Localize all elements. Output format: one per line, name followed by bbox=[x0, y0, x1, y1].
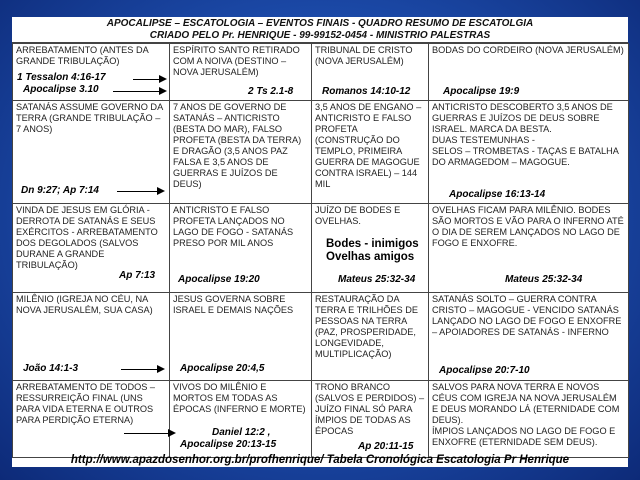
cell bbox=[170, 381, 312, 458]
cell-text: VINDA DE JESUS EM GLÓRIA - DERROTA DE SATANÁS E SEUS EXÉRCITOS - ARREBATAMENTO DOS DEGOLADOS (SALVOS DURANE A GRANDE TRIBULAÇÃO) bbox=[16, 205, 158, 270]
cell bbox=[170, 204, 312, 293]
cell-text: SATANÁS SOLTO – GUERRA CONTRA CRISTO – MAGOGUE - VENCIDO SATANÁS LANÇADO NO LAGO DE FOGO E ENXOFRE – APOIADORES DE SATANÁS - INFERNO bbox=[432, 294, 622, 337]
table-row bbox=[13, 381, 629, 458]
cell bbox=[429, 204, 629, 293]
table-row bbox=[13, 204, 629, 293]
bible-reference: Apocalipse 19:9 bbox=[443, 86, 520, 97]
cell-text: JUÍZO DE BODES E OVELHAS. bbox=[315, 205, 401, 226]
table-row bbox=[13, 101, 629, 204]
cell-text: SATANÁS ASSUME GOVERNO DA TERRA (GRANDE TRIBULAÇÃO – 7 ANOS) bbox=[16, 102, 163, 134]
annotation: Bodes - inimigos bbox=[326, 238, 419, 250]
cell bbox=[13, 381, 170, 458]
bible-reference: Dn 9:27; Ap 7:14 bbox=[21, 185, 99, 196]
cell bbox=[312, 101, 429, 204]
cell bbox=[429, 101, 629, 204]
bible-reference: Apocalipse 20:13-15 bbox=[180, 439, 277, 450]
bible-reference: Ap 20:11-15 bbox=[358, 441, 414, 452]
table-header bbox=[12, 17, 628, 43]
cell-text: VIVOS DO MILÊNIO E MORTOS EM TODAS AS ÉPOCAS (INFERNO E MORTE) bbox=[173, 382, 306, 414]
arrow-right-icon bbox=[133, 79, 165, 80]
cell bbox=[312, 44, 429, 101]
cell bbox=[170, 101, 312, 204]
cell bbox=[429, 44, 629, 101]
cell-text: 7 ANOS DE GOVERNO DE SATANÁS – ANTICRISTO (BESTA DO MAR), FALSO PROFETA (BESTA DA TERRA) E DRAGÃO (3,5 ANOS PAZ FALSA E 3,5 ANOS DE GUERRAS E JUÍZOS DE DEUS) bbox=[173, 102, 302, 189]
bible-reference: Daniel 12:2 , bbox=[212, 427, 271, 438]
bible-reference: Mateus 25:32-34 bbox=[338, 274, 416, 285]
arrow-right-icon bbox=[117, 191, 163, 192]
bible-reference: Mateus 25:32-34 bbox=[505, 274, 583, 285]
cell-text: JESUS GOVERNA SOBRE ISRAEL E DEMAIS NAÇÕES bbox=[173, 294, 294, 315]
header-title: APOCALIPSE – ESCATOLOGIA – EVENTOS FINAIS - QUADRO RESUMO DE ESCATOLGIA bbox=[106, 18, 534, 29]
cell bbox=[312, 204, 429, 293]
eschatology-table bbox=[12, 43, 629, 458]
source-footer: http://www.apazdosenhor.org.br/profhenrique/ Tabela Cronológica Escatologia Pr Henrique bbox=[70, 454, 570, 466]
bible-reference: Apocalipse 3.10 bbox=[23, 84, 99, 95]
bible-reference: Romanos 14:10-12 bbox=[322, 86, 411, 97]
bible-reference: 2 Ts 2.1-8 bbox=[248, 86, 294, 97]
cell-text: SALVOS PARA NOVA TERRA E NOVOS CÉUS COM IGREJA NA NOVA JERUSALÉM E DEUS MORANDO LÁ (ETERNIDADE COM DEUS). ÍMPIOS LANÇADOS NO LAGO DE FOGO E ENXOFRE (ETERNIDADE SEM DEUS). bbox=[432, 382, 620, 447]
arrow-right-icon bbox=[113, 91, 165, 92]
cell bbox=[13, 44, 170, 101]
cell-text: ARREBATAMENTO DE TODOS – RESSURREIÇÃO FINAL (UNS PARA VIDA ETERNA E OUTROS PARA PERDIÇÃO ETERNA) bbox=[16, 382, 156, 425]
bible-reference: João 14:1-3 bbox=[23, 363, 79, 374]
cell-text: ANTICRISTO DESCOBERTO 3,5 ANOS DE GUERRAS E JUÍZOS DE DEUS SOBRE ISRAEL. MARCA DA BESTA. DUAS TESTEMUNHAS - SELOS – TROMBETAS - TAÇAS E BATALHA DO ARMAGEDOM – MAGOGUE. bbox=[432, 102, 619, 167]
bible-reference: Apocalipse 19:20 bbox=[178, 274, 260, 285]
cell bbox=[312, 381, 429, 458]
table-row bbox=[13, 293, 629, 381]
cell bbox=[429, 293, 629, 381]
bible-reference: 1 Tessalon 4:16-17 bbox=[17, 72, 106, 83]
cell bbox=[312, 293, 429, 381]
bible-reference: Apocalipse 16:13-14 bbox=[449, 189, 546, 200]
bible-reference: Ap 7:13 bbox=[119, 270, 156, 281]
cell-text: TRONO BRANCO (SALVOS E PERDIDOS) – JUÍZO FINAL SÓ PARA ÍMPIOS DE TODAS AS ÉPOCAS bbox=[315, 382, 425, 436]
cell-text: ESPÍRITO SANTO RETIRADO COM A NOIVA (DESTINO – NOVA JERUSALÉM) bbox=[173, 45, 300, 77]
header-subtitle: CRIADO PELO Pr. HENRIQUE - 99-99152-0454 - MINISTRIO PALESTRAS bbox=[149, 30, 491, 41]
cell-text: TRIBUNAL DE CRISTO (NOVA JERUSALÉM) bbox=[315, 45, 413, 66]
cell bbox=[13, 101, 170, 204]
table-row bbox=[13, 44, 629, 101]
cell-text: OVELHAS FICAM PARA MILÊNIO. BODES SÃO MORTOS E VÃO PARA O INFERNO ATÉ O DIA DE SEREM LANÇADOS NO LAGO DE FOGO E ENXOFRE. bbox=[432, 205, 624, 248]
bible-reference: Apocalipse 20:7-10 bbox=[439, 365, 530, 376]
cell-text: 3,5 ANOS DE ENGANO – ANTICRISTO E FALSO PROFETA (CONSTRUÇÃO DO TEMPLO, PRIMEIRA GUERRA DE MAGOGUE CONTRA ISRAEL) – 144 MIL bbox=[315, 102, 422, 189]
cell-text: ANTICRISTO E FALSO PROFETA LANÇADOS NO LAGO DE FOGO - SATANÁS PRESO POR MIL ANOS bbox=[173, 205, 294, 248]
cell-text: ARREBATAMENTO (ANTES DA GRANDE TRIBULAÇÃO) bbox=[16, 45, 149, 66]
arrow-right-icon bbox=[121, 369, 163, 370]
arrow-right-icon bbox=[124, 433, 174, 434]
cell bbox=[429, 381, 629, 458]
cell bbox=[170, 293, 312, 381]
bible-reference: Apocalipse 20:4,5 bbox=[180, 363, 265, 374]
cell-text: BODAS DO CORDEIRO (NOVA JERUSALÉM) bbox=[432, 45, 624, 55]
cell-text: RESTAURAÇÃO DA TERRA E TRILHÕES DE PESSOAS NA TERRA (PAZ, PROSPERIDADE, LONGEVIDADE, MULTIPLICAÇÃO) bbox=[315, 294, 418, 359]
cell bbox=[170, 44, 312, 101]
chart-sheet bbox=[12, 17, 628, 467]
annotation: Ovelhas amigos bbox=[326, 251, 415, 263]
cell bbox=[13, 293, 170, 381]
cell-text: MILÊNIO (IGREJA NO CÉU, NA NOVA JERUSALÉM, SUA CASA) bbox=[16, 294, 153, 315]
cell bbox=[13, 204, 170, 293]
